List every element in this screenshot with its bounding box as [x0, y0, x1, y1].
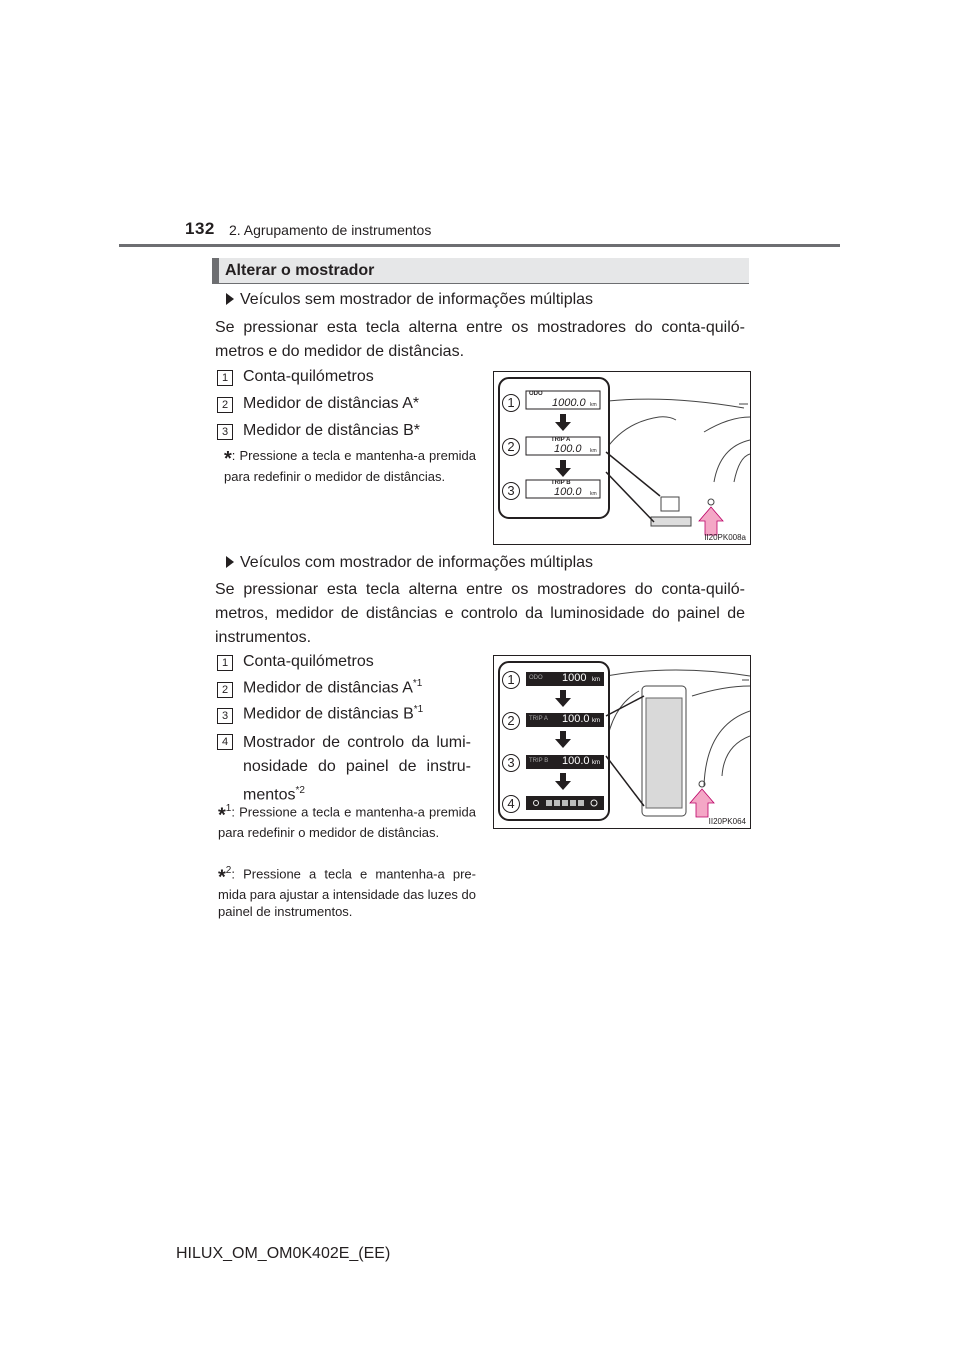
- part2-paragraph: Se pressionar esta tecla alterna entre os mostradores do conta-quiló-metros, medidor de distâncias e controlo da luminosidade do painel de instrumentos.: [215, 581, 745, 646]
- part1-item-label: Conta-quilómetros: [243, 368, 374, 385]
- figure-2-drawing: [494, 656, 750, 828]
- footnote-marker: *: [224, 448, 232, 470]
- display-label: TRIP A: [529, 716, 548, 722]
- section-title: Alterar o mostrador: [225, 262, 375, 279]
- part1-item-label: Medidor de distâncias B*: [243, 422, 420, 439]
- figure-instrument-cluster-2: [493, 655, 751, 829]
- figure-callout: 1: [502, 671, 520, 689]
- display-value: 1000.0: [552, 397, 586, 409]
- triangle-bullet-icon: [226, 556, 234, 568]
- figure-callout: 2: [502, 438, 520, 456]
- section-heading-bar: [212, 258, 219, 284]
- part1-paragraph: Se pressionar esta tecla alterna entre os mostradores do conta-quiló-metros e do medidor de distâncias.: [215, 319, 745, 360]
- section-heading: [212, 258, 749, 284]
- display-label: TRIP B: [529, 758, 549, 764]
- part1-item-label: Medidor de distâncias A*: [243, 395, 420, 412]
- page-number: 132: [185, 219, 215, 238]
- part2-heading: Veículos com mostrador de informações múltiplas: [226, 551, 593, 575]
- part2-item-label: Mostrador de controlo da lumi-nosidade do painel de instru-mentos$^{*2}$: [243, 734, 471, 804]
- display-label: ODO: [529, 675, 543, 681]
- figure-code: II20PK008a: [704, 533, 746, 542]
- part1-item-number: 1: [217, 370, 233, 386]
- part2-item-label: Conta-quilómetros: [243, 653, 374, 670]
- part2-footnote-2: *$^2$: Pressione a tecla e mantenha-a pre-mida para ajustar a intensidade das luzes do painel de instrumentos.: [218, 865, 476, 920]
- chapter-title: 2. Agrupamento de instrumentos: [229, 222, 432, 238]
- display-value: 100.0: [554, 443, 582, 455]
- display-unit: km: [590, 491, 597, 497]
- figure-instrument-cluster-1: [493, 371, 751, 545]
- display-unit: km: [592, 677, 600, 683]
- part2-footnote-1: *$^1$: Pressione a tecla e mantenha-a premida para redefinir o medidor de distâncias.: [218, 803, 476, 841]
- display-label: TRIP A: [551, 437, 571, 443]
- part1-heading: Veículos sem mostrador de informações múltiplas: [226, 288, 593, 312]
- triangle-bullet-icon: [226, 293, 234, 305]
- part2-item-number: 4: [217, 734, 233, 750]
- display-value: 100.0: [554, 486, 582, 498]
- figure-1-drawing: [494, 372, 750, 544]
- figure-callout: 2: [502, 712, 520, 730]
- figure-code: II20PK064: [708, 817, 746, 826]
- part1-item-number: 2: [217, 397, 233, 413]
- part1-item-number: 3: [217, 424, 233, 440]
- display-unit: km: [590, 448, 597, 454]
- document-code: HILUX_OM_OM0K402E_(EE): [176, 1245, 391, 1262]
- part2-item-label: Medidor de distâncias $B^{*1}$: [243, 704, 424, 723]
- part2-item-number: 1: [217, 655, 233, 671]
- header-rule: [119, 244, 840, 247]
- part2-item-number: 2: [217, 682, 233, 698]
- figure-callout: 1: [502, 394, 520, 412]
- part2-item-number: 3: [217, 708, 233, 724]
- display-value: 1000: [562, 672, 587, 684]
- display-value: 100.0: [562, 713, 590, 725]
- display-value: 100.0: [562, 755, 590, 767]
- display-unit: km: [590, 402, 597, 408]
- display-unit: km: [592, 718, 600, 724]
- display-label: TRIP B: [551, 480, 571, 486]
- figure-callout: 3: [502, 482, 520, 500]
- part1-footnote: *: Pressione a tecla e mantenha-a premida para redefinir o medidor de distâncias.: [224, 448, 476, 484]
- figure-callout: 3: [502, 754, 520, 772]
- display-label: ODO: [529, 391, 543, 397]
- part2-item-label: Medidor de distâncias $A^{*1}$: [243, 678, 423, 697]
- figure-callout: 4: [502, 795, 520, 813]
- display-unit: km: [592, 760, 600, 766]
